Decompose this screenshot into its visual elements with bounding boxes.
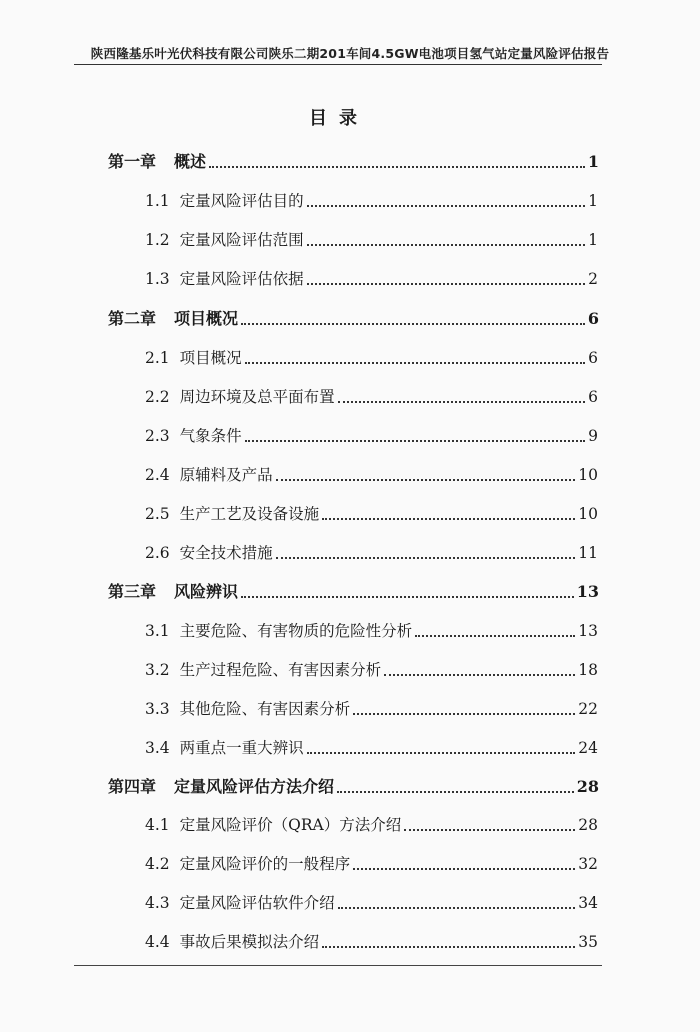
toc-number: 2.1 [145, 349, 170, 367]
toc-label: 项目概况 [179, 349, 242, 367]
toc-entry-chapter-4[interactable] [108, 771, 599, 797]
toc-number: 4.4 [145, 933, 170, 951]
dot-leader [338, 907, 576, 909]
toc-label: 周边环境及总平面布置 [179, 388, 335, 406]
dot-leader [276, 557, 576, 559]
dot-leader [415, 635, 575, 637]
toc-page-number: 6 [587, 309, 599, 328]
toc-page-number: 6 [588, 388, 598, 406]
toc-number: 1.1 [145, 192, 170, 210]
toc-number: 3.4 [145, 739, 170, 757]
toc-page-number: 32 [578, 855, 598, 873]
toc-number: 2.6 [145, 544, 170, 562]
toc-label: 安全技术措施 [179, 544, 273, 562]
toc-number: 4.1 [145, 816, 170, 834]
dot-leader [307, 283, 585, 285]
toc-page-number: 35 [578, 933, 598, 951]
toc-number: 2.4 [145, 466, 170, 484]
dot-leader [245, 440, 585, 442]
dot-leader [338, 401, 585, 403]
toc-number: 2.2 [145, 388, 170, 406]
dot-leader [241, 323, 585, 325]
toc-label: 定量风险评价的一般程序 [179, 855, 351, 873]
toc-page-number: 28 [576, 777, 599, 796]
toc-number: 第四章 [108, 777, 157, 796]
dot-leader [353, 868, 575, 870]
toc-entry-section-3-3[interactable] [145, 693, 598, 719]
toc-entry-section-2-5[interactable] [145, 498, 598, 524]
toc-page-number: 24 [578, 739, 598, 757]
toc-label: 定量风险评价（QRA）方法介绍 [179, 816, 402, 834]
toc-label: 生产过程危险、有害因素分析 [179, 661, 382, 679]
toc-page-number: 34 [578, 894, 598, 912]
toc-page-number: 10 [578, 505, 598, 523]
dot-leader [322, 518, 575, 520]
toc-label: 生产工艺及设备设施 [179, 505, 320, 523]
dot-leader [209, 166, 585, 168]
toc-number: 第三章 [108, 582, 157, 601]
toc-number: 第一章 [108, 152, 157, 171]
toc-entry-section-3-2[interactable] [145, 654, 598, 680]
dot-leader [276, 479, 576, 481]
toc-page-number: 2 [588, 270, 598, 288]
toc-number: 2.5 [145, 505, 170, 523]
toc-entry-section-2-2[interactable] [145, 381, 598, 407]
toc-page-number: 1 [587, 152, 599, 171]
dot-leader [404, 829, 575, 831]
toc-entry-chapter-1[interactable] [108, 146, 599, 172]
toc-label: 定量风险评估范围 [179, 231, 304, 249]
dot-leader [322, 946, 575, 948]
toc-entry-section-2-4[interactable] [145, 459, 598, 485]
toc-number: 3.1 [145, 622, 170, 640]
toc-number: 1.3 [145, 270, 170, 288]
toc-label: 定量风险评估软件介绍 [179, 894, 335, 912]
dot-leader [307, 244, 585, 246]
toc-page-number: 11 [578, 544, 598, 562]
toc-page-number: 28 [578, 816, 598, 834]
toc-entry-section-2-6[interactable] [145, 537, 598, 563]
toc-number: 4.3 [145, 894, 170, 912]
toc-page-number: 1 [588, 192, 598, 210]
dot-leader [384, 674, 575, 676]
toc-page-number: 18 [578, 661, 598, 679]
toc-entry-chapter-3[interactable] [108, 576, 599, 602]
toc-page-number: 6 [588, 349, 598, 367]
toc-entry-section-4-4[interactable] [145, 926, 598, 952]
toc-page-number: 13 [578, 622, 598, 640]
dot-leader [241, 596, 574, 598]
toc-entry-section-4-2[interactable] [145, 848, 598, 874]
toc-entry-section-1-2[interactable] [145, 224, 598, 250]
toc-entry-section-2-1[interactable] [145, 342, 598, 368]
toc-number: 第二章 [108, 309, 157, 328]
toc-number: 1.2 [145, 231, 170, 249]
toc-entry-section-2-3[interactable] [145, 420, 598, 446]
toc-label: 定量风险评估方法介绍 [174, 777, 335, 796]
toc-number: 3.3 [145, 700, 170, 718]
toc-label: 定量风险评估依据 [179, 270, 304, 288]
toc-entry-section-1-3[interactable] [145, 263, 598, 289]
toc-label: 其他危险、有害因素分析 [179, 700, 351, 718]
toc-page-number: 10 [578, 466, 598, 484]
toc-entry-section-3-4[interactable] [145, 732, 598, 758]
toc-label: 主要危险、有害物质的危险性分析 [179, 622, 413, 640]
dot-leader [353, 713, 575, 715]
toc-entry-chapter-2[interactable] [108, 303, 599, 329]
footer-divider [74, 965, 602, 966]
toc-entry-section-3-1[interactable] [145, 615, 598, 641]
toc-label: 气象条件 [179, 427, 242, 445]
toc-page-number: 13 [576, 582, 599, 601]
header-divider [74, 64, 602, 65]
dot-leader [307, 205, 585, 207]
dot-leader [245, 362, 585, 364]
toc-title: 目录 [309, 108, 369, 129]
toc-label: 两重点一重大辨识 [179, 739, 304, 757]
dot-leader [307, 752, 576, 754]
toc-label: 原辅料及产品 [179, 466, 273, 484]
dot-leader [337, 791, 574, 793]
toc-page-number: 1 [588, 231, 598, 249]
toc-number: 3.2 [145, 661, 170, 679]
toc-page-number: 9 [588, 427, 598, 445]
toc-label: 事故后果模拟法介绍 [179, 933, 320, 951]
toc-label: 风险辨识 [174, 582, 239, 601]
toc-entry-section-4-3[interactable] [145, 887, 598, 913]
page-header: 陕西隆基乐叶光伏科技有限公司陕乐二期201车间4.5GW电池项目氢气站定量风险评估报告 [90, 46, 610, 61]
toc-number: 2.3 [145, 427, 170, 445]
toc-entry-section-4-1[interactable] [145, 809, 598, 835]
toc-number: 4.2 [145, 855, 170, 873]
toc-label: 项目概况 [174, 309, 239, 328]
toc-label: 定量风险评估目的 [179, 192, 304, 210]
toc-label: 概述 [174, 152, 207, 171]
toc-page-number: 22 [578, 700, 598, 718]
toc-entry-section-1-1[interactable] [145, 185, 598, 211]
